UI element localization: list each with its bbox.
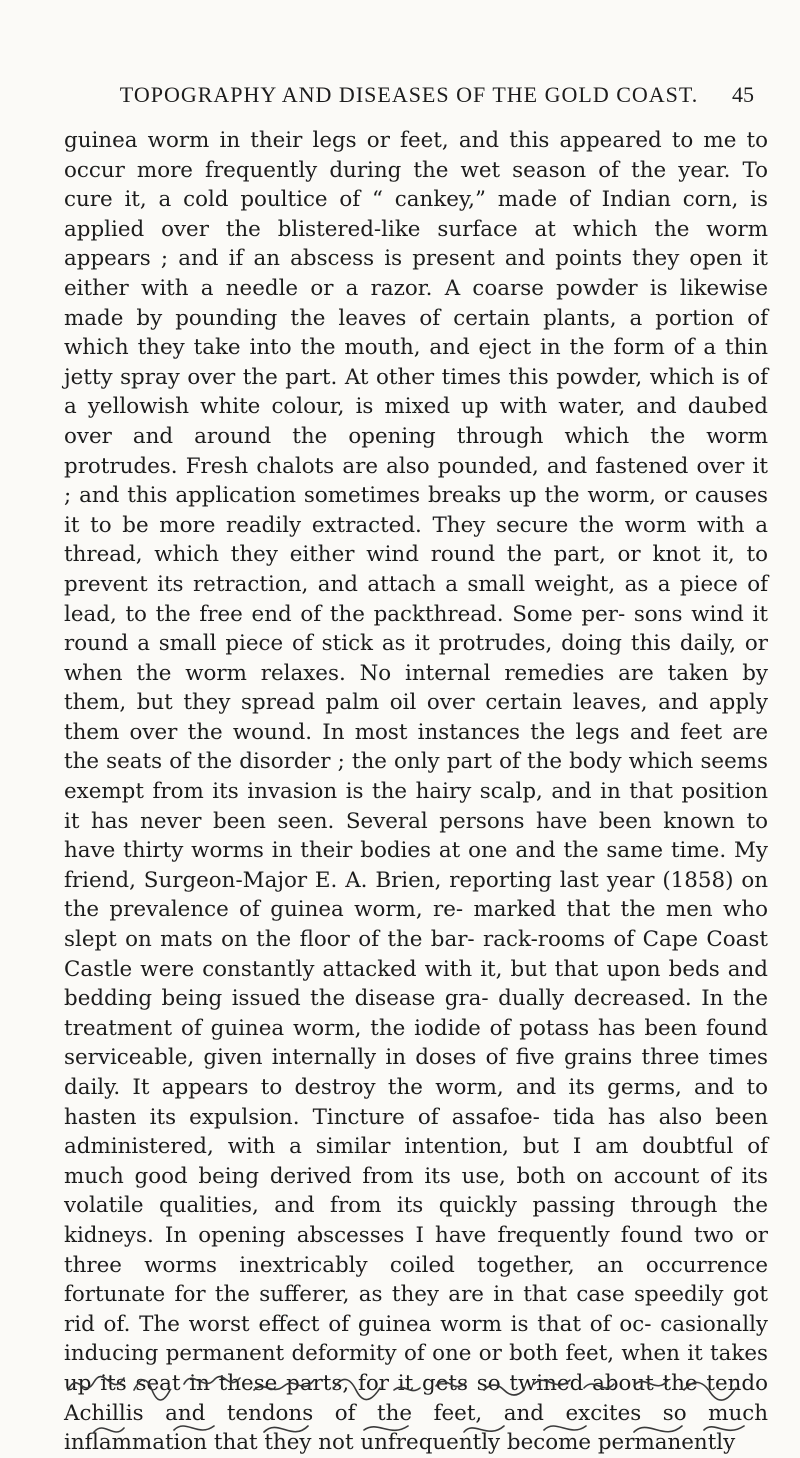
running-title: TOPOGRAPHY AND DISEASES OF THE GOLD COAST. [119,82,699,107]
body-text [64,126,768,1458]
page-number: 45 [732,82,754,107]
page-header [64,82,754,114]
handwritten-note [64,1360,768,1440]
paragraph: guinea worm in their legs or feet, and this appeared to me to occur more frequently during the wet season of the year. To cure it, a cold poultice of “ cankey,” made of Indian corn, is applied over the blistered-like surface at which the worm appears ; and if an abscess is present and points they open it either with a needle or a razor. A coarse powder is likewise made by pounding the leaves of certain plants, a portion of which they take into the mouth, and eject in the form of a thin jetty spray over the part. At other times this powder, which is of a yellowish white colour, is mixed up with water, and daubed over and around the opening through which the worm protrudes. Fresh chalots are also pounded, and fastened over it ; and this application sometimes breaks up the worm, or causes it to be more readily extracted. They secure the worm with a thread, which they either wind round the part, or knot it, to prevent its retraction, and attach a small weight, as a piece of lead, to the free end of the packthread. Some per- sons wind it round a small piece of stick as it protrudes, doing this daily, or when the worm relaxes. No internal remedies are taken by them, but they spread palm oil over certain leaves, and apply them over the wound. In most instances the legs and feet are the seats of the disorder ; the only part of the body which seems exempt from its invasion is the hairy scalp, and in that position it has never been seen. Several persons have been known to have thirty worms in their bodies at one and the same time. My friend, Surgeon-Major E. A. Brien, reporting last year (1858) on the prevalence of guinea worm, re- marked that the men who slept on mats on the floor of the bar- rack-rooms of Cape Coast Castle were constantly attacked with it, but that upon beds and bedding being issued the disease gra- dually decreased. In the treatment of guinea worm, the iodide of potass has been found serviceable, given internally in doses of five grains three times daily. It appears to destroy the worm, and its germs, and to hasten its expulsion. Tincture of assafoe- tida has also been administered, with a similar intention, but I am doubtful of much good being derived from its use, both on account of its volatile qualities, and from its quickly passing through the kidneys. In opening abscesses I have frequently found two or three worms inextricably coiled together, an occurrence fortunate for the sufferer, as they are in that case speedily got rid of. The worst effect of guinea worm is that of oc- casionally inducing permanent deformity of one or both feet, when it takes up its seat in these parts, for it gets so twined about the tendo Achillis and tendons of the feet, and excites so much inflammation that they not unfrequently become permanently [64,128,768,1456]
handwriting-scribble-icon [64,1360,768,1440]
